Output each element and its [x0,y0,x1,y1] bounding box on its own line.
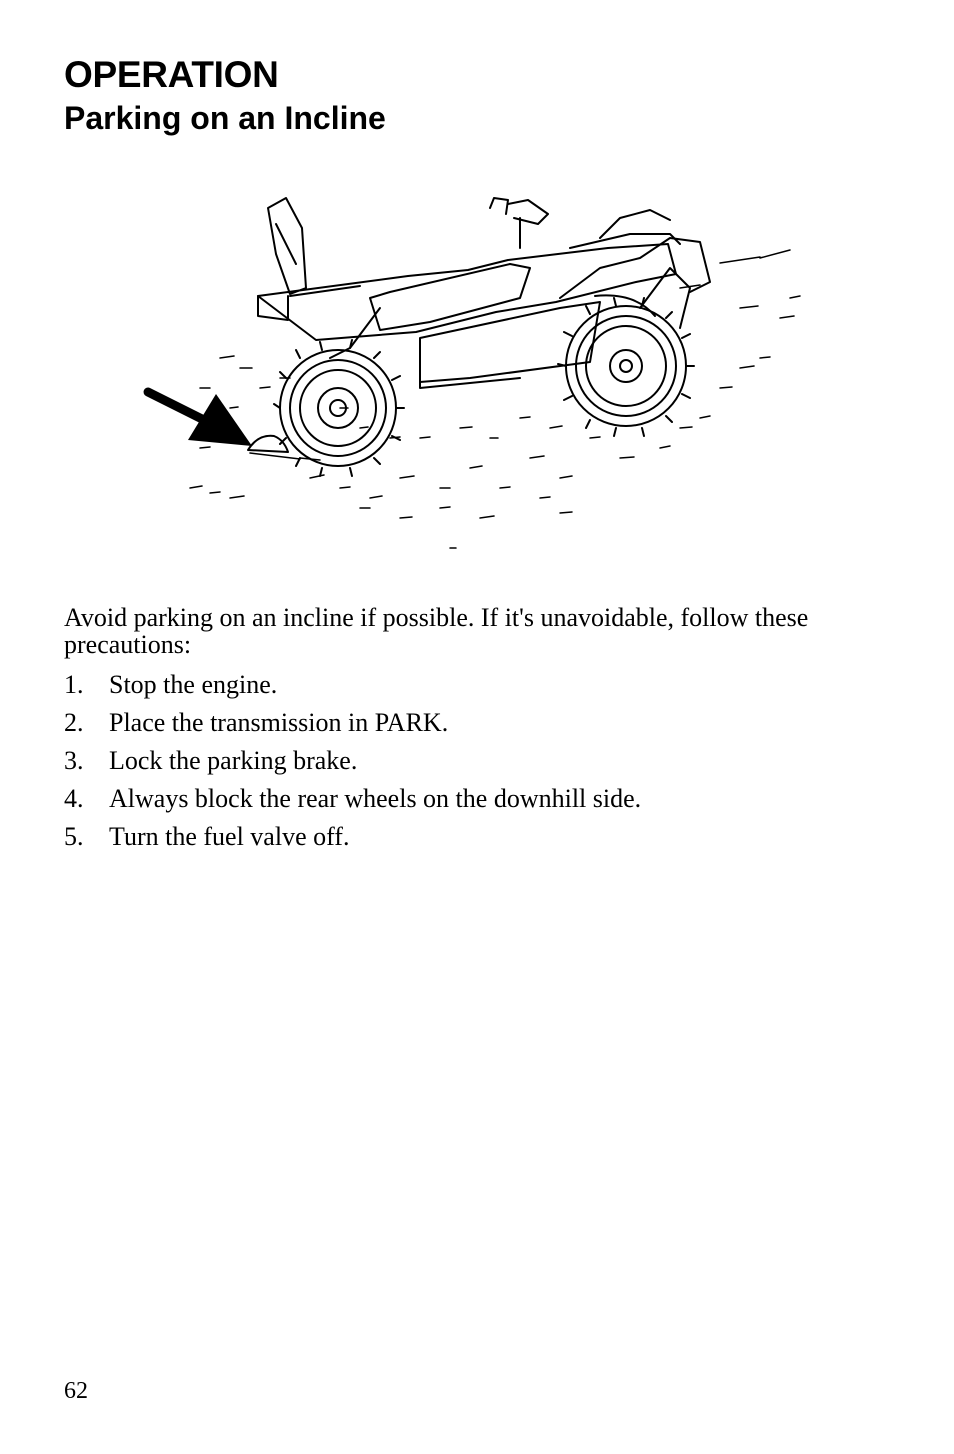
step-number: 2. [64,708,84,737]
wheel-block [248,436,288,452]
arrow-pointer [148,392,252,446]
atv-illustration-svg [140,188,820,558]
step-text: Lock the parking brake. [109,746,358,775]
intro-paragraph: Avoid parking on an incline if possible. If it's unavoidable, follow these precautions: [64,603,809,659]
step-text: Place the transmission in PARK. [109,708,449,737]
list-item [64,669,641,707]
step-text: Stop the engine. [109,670,278,699]
step-text: Always block the rear wheels on the downhill side. [109,784,642,813]
rear-wheel [274,340,404,476]
page-title: Parking on an Incline [64,100,386,136]
step-number: 4. [64,784,84,813]
atv-rear-rack [258,286,360,320]
atv-seat-back [268,198,306,294]
atv-incline-illustration [140,188,820,558]
precautions-list [64,669,641,859]
step-text: Turn the fuel valve off. [109,822,350,851]
step-number: 3. [64,746,84,775]
step-number: 1. [64,670,84,699]
list-item [64,745,641,783]
front-wheel [558,298,694,436]
list-item [64,821,641,859]
atv-handlebar [490,198,548,248]
step-number: 5. [64,822,84,851]
list-item [64,707,641,745]
section-title: OPERATION [64,54,279,95]
page-number: 62 [64,1378,88,1404]
list-item [64,783,641,821]
